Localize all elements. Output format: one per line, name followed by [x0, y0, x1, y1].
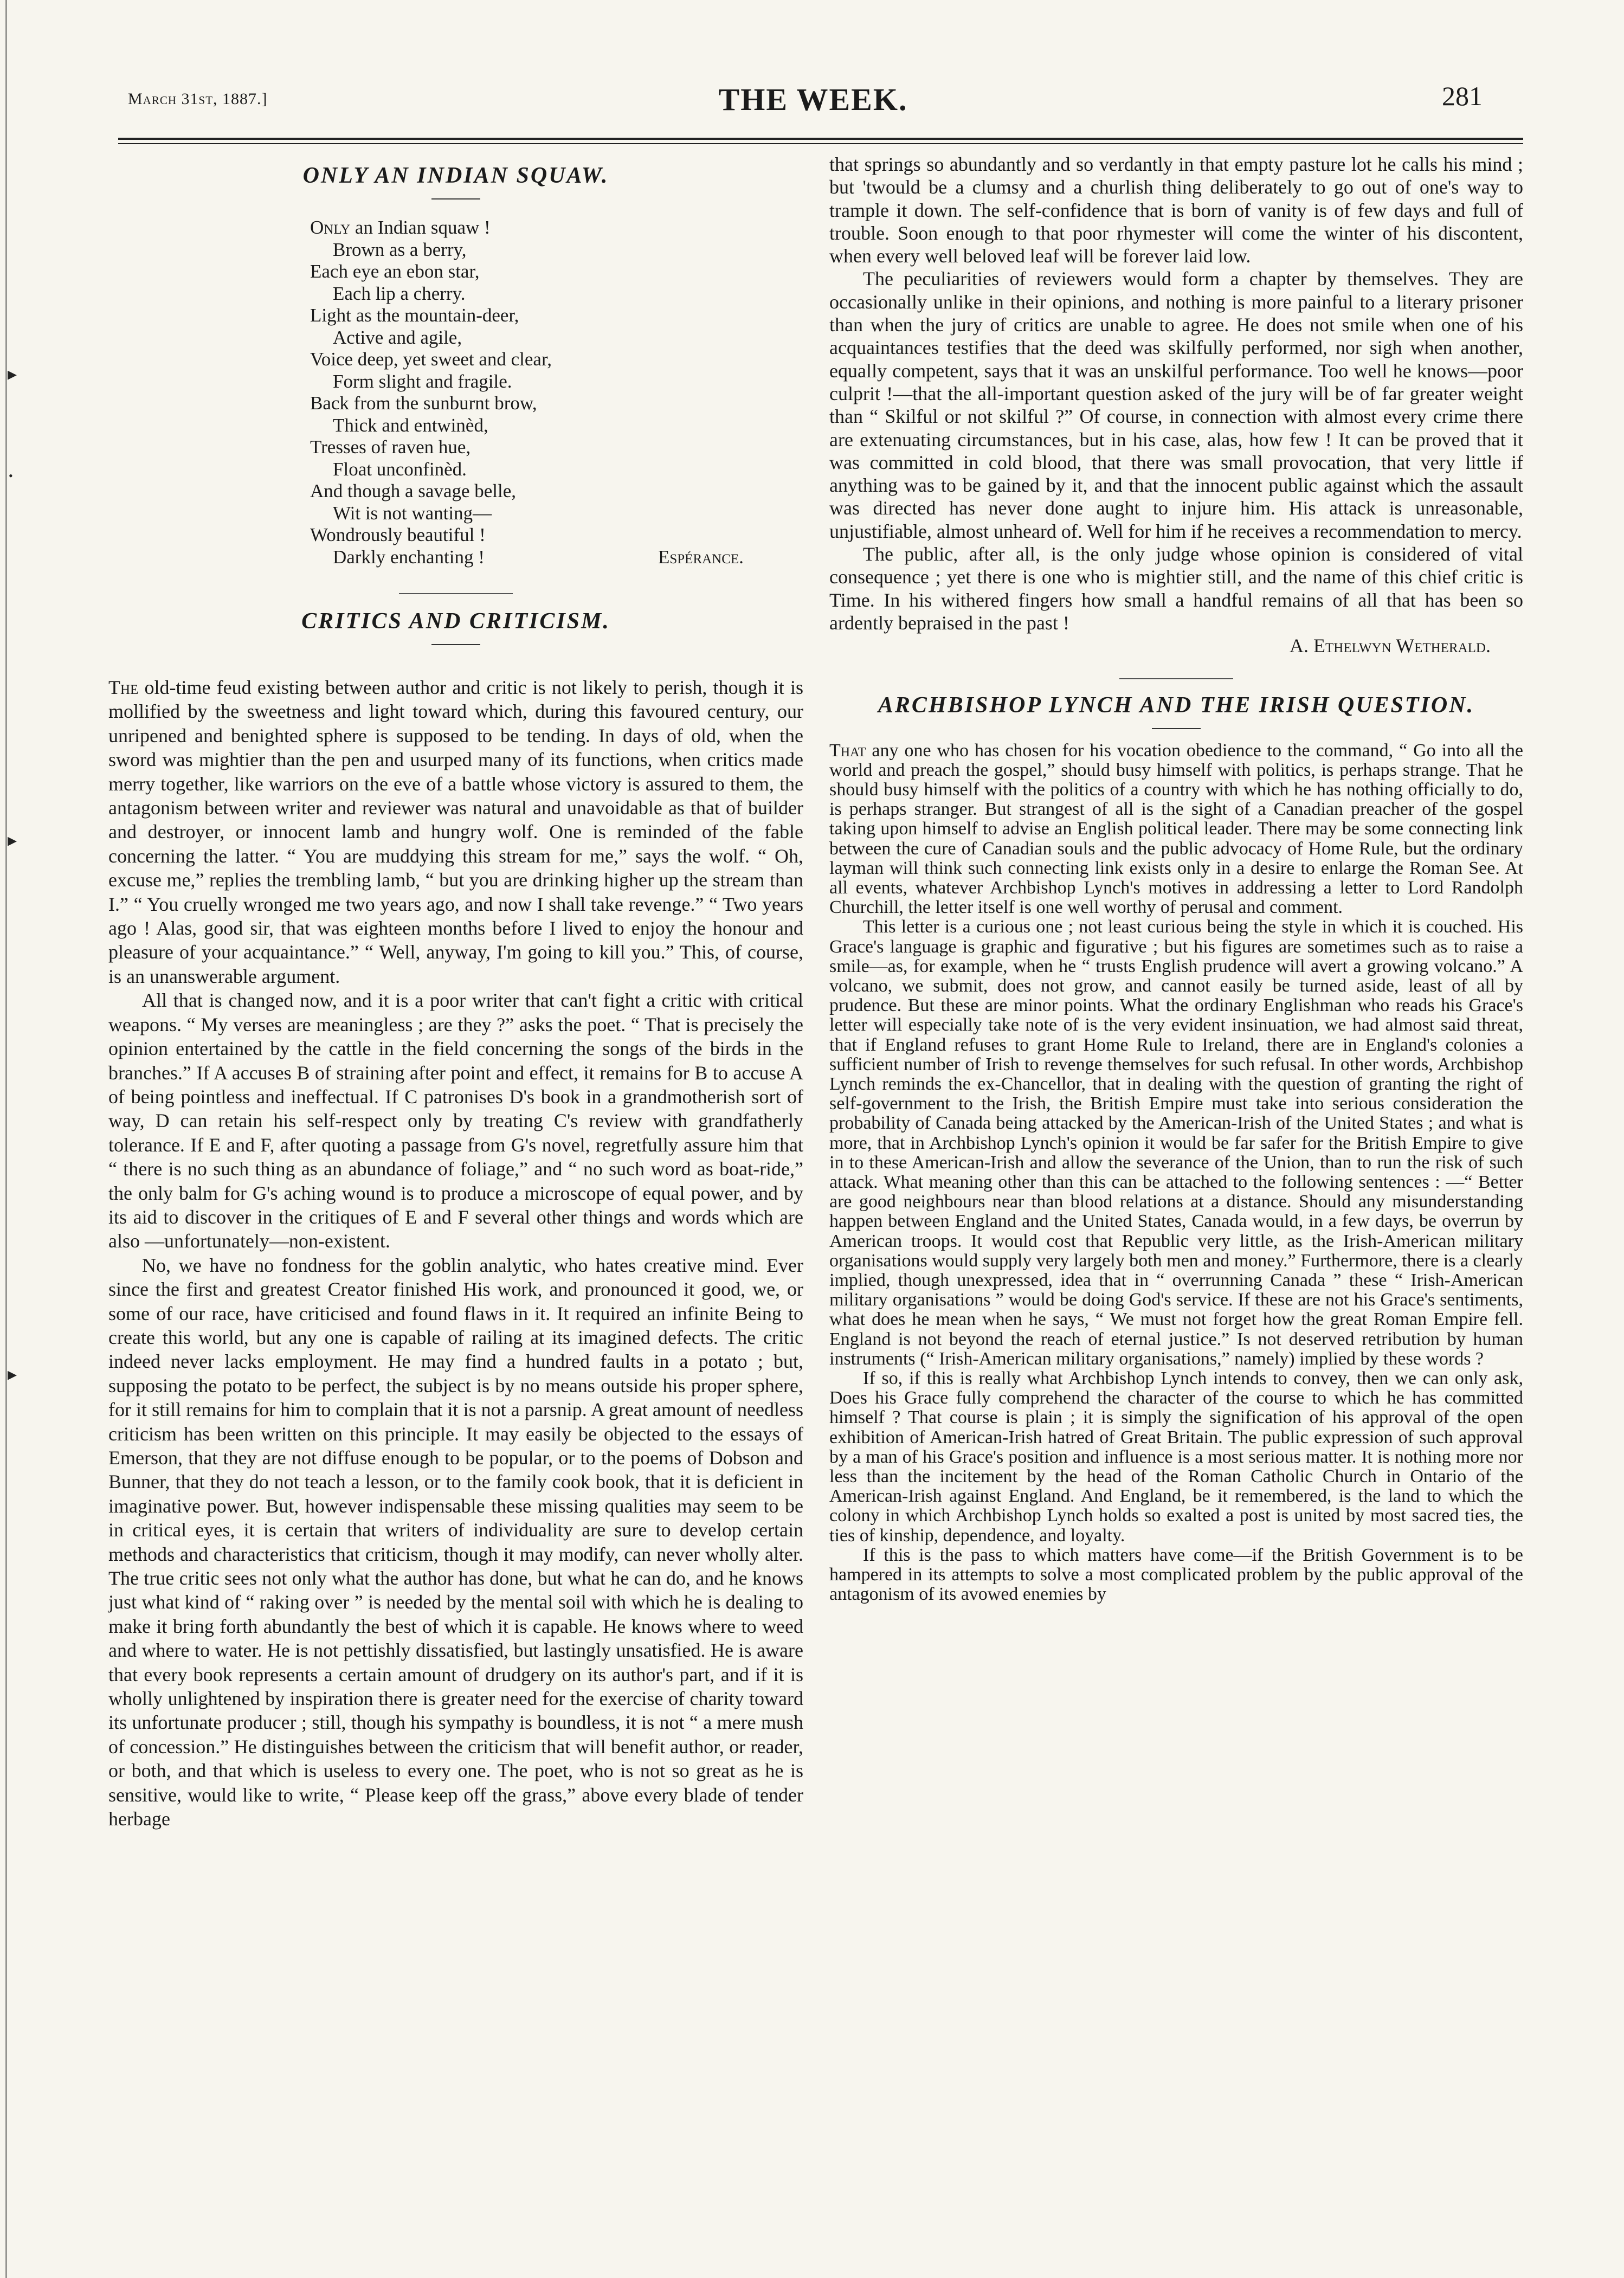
poem-line: Active and agile, [333, 326, 462, 348]
drop-word: That [829, 740, 866, 761]
paragraph-text: old-time feud existing between author and critic is not likely to perish, though it is mollified by the sweetness and light toward which, during this favoured century, our unripened and benighted sphere is supposed to be tending. In days of old, when the sword was mightier than the pen and usurped many of its functions, when critics made merry together, like warriors on the eve of a battle whose victory is assured to them, the antagonism between writer and reviewer was natural and unavoidable as that of builder and destroyer, or innocent lamb and hungry wolf. One is reminded of the fable concerning the latter. “ You are muddying this stream for me,” says the wolf. “ Oh, excuse me,” replies the trembling lamb, “ but you are drinking higher up the stream than I.” “ You cruelly wronged me two years ago, and now I shall take revenge.” “ Two years ago ! Alas, good sir, that was eighteen months before I lived to enjoy the honour and pleasure of your acquaintance.” “ Well, anyway, I'm going to kill you.” This, of course, is an unanswerable argument. [108, 677, 803, 987]
title-rule [1152, 728, 1201, 729]
poem-first-word: Only [310, 217, 351, 238]
paragraph: that springs so abundantly and so verdantly in that empty pasture lot he calls his mind ; but 'twould be a clumsy and a churlish thing deliberately to go out of one's way to trample it down. The self-confidence that is born of vanity is of few days and full of trouble. Soon enough to that poor rhymester will come the winter of his discontent, when every well beloved leaf will be forever laid low. [829, 153, 1523, 267]
section-separator [399, 593, 513, 594]
poem-line: Thick and entwinèd, [333, 414, 488, 436]
right-column [829, 153, 1523, 1604]
issue-date: March 31st, 1887.] [128, 90, 268, 108]
article-signature: A. Ethelwyn Wetherald. [1290, 635, 1491, 657]
margin-mark-arrow: ▸ [8, 1365, 17, 1385]
paragraph [829, 741, 1523, 918]
paragraph: If so, if this is really what Archbishop Lynch intends to convey, then we can only ask, Does his Grace fully comprehend the character of the course to which he has committed himself ? That course is plain ; it is simply the signification of his approval of the open exhibition of American-Irish hatred of Great Britain. The public expression of such approval by a man of his Grace's position and influence is a most serious matter. It is nothing more nor less than the incitement by the head of the Roman Catholic Church in Ontario of the American-Irish against England. And England, be it remembered, is the land to which the colony in which Archbishop Lynch holds so exalted a post is united by most sacred ties, the ties of kinship, dependence, and loyalty. [829, 1368, 1523, 1546]
paragraph: The public, after all, is the only judge whose opinion is considered of vital consequence ; yet there is one who is mightier still, and the name of this chief critic is Time. In his withered fingers how small a handful remains of all that has been so ardently bepraised in the past ! [829, 543, 1523, 634]
poem-line: Brown as a berry, [333, 239, 467, 260]
poem-line: Light as the mountain-deer, [310, 305, 519, 326]
margin-mark-arrow: ▸ [8, 364, 17, 384]
poem-line: Wondrously beautiful ! [310, 524, 486, 545]
paragraph: If this is the pass to which matters have come—if the British Government is to be hampered in its attempts to solve a most complicated problem by the public approval of the antagonism of its avowed enemies by [829, 1545, 1523, 1605]
poem-line: Back from the sunburnt brow, [310, 392, 537, 414]
paragraph: The peculiarities of reviewers would form a chapter by themselves. They are occasionally unlike in their opinions, and nothing is more painful to a literary prisoner than when the jury of critics are unable to agree. He does not smile when one of his acquaintances testifies that the deed was skilfully performed, nor sigh when another, equally competent, says that it was an unskilful performance. Too well he knows—poor culprit !—that the all-important question asked of the jury will be of far greater weight than “ Skilful or not skilful ?” Of course, in connection with almost every crime there are extenuating circumstances, but in his case, alas, how few ! It can be proved that it was committed in cold blood, that there was small provocation, that very little if anything was to be gained by it, and that the innocent public against which the assault was directed has never done aught to injure him. His attack is unreasonable, unjustifiable, almost unheard of. Well for him if he receives a recommendation to mercy. [829, 268, 1523, 542]
page-edge-line [5, 0, 7, 2278]
critics-continuation [829, 153, 1523, 658]
poem-line: And though a savage belle, [310, 480, 517, 501]
title-rule [431, 644, 480, 645]
section-separator [1119, 678, 1233, 679]
margin-mark-arrow: ▸ [8, 831, 17, 851]
poem-line: Form slight and fragile. [333, 370, 512, 392]
title-rule [431, 198, 480, 200]
poem-last-line: Darkly enchanting ! [333, 546, 485, 568]
poem-line: Float unconfinèd. [333, 458, 467, 480]
margin-mark-dot: • [9, 469, 13, 482]
critics-article-body [108, 675, 803, 1831]
paragraph: This letter is a curious one ; not least curious being the style in which it is couched. His Grace's language is graphic and figurative ; but his figures are sometimes such as to raise a smile—as, for example, when he “ trusts English prudence will avert a growing volcano.” A volcano, we submit, does not grow, and cannot easily be turned aside, least of all by prudence. But these are minor points. What the ordinary Englishman who reads his Grace's letter will especially take note of is the very evident insinuation, we had almost said threat, that if England refuses to grant Home Rule to Ireland, there are in England's colonies a sufficient number of Irish to revenge themselves for such refusal. In other words, Archbishop Lynch reminds the ex-Chancellor, that in dealing with the question of granting the right of self-government to the Irish, the British Empire must take into serious consideration the probability of Canada being attacked by the American-Irish of the United States ; and what is more, that in Archbishop Lynch's opinion it would be far safer for the British Empire to give in to these American-Irish and allow the severance of the Union, than to run the risk of such attack. What meaning other than this can be attached to the following sentences : —“ Better are good neighbours near than blood relations at a distance. Should any misunderstanding happen between England and the United States, Canada would, in a few days, be overrun by American troops. It would cost that Republic very little, as the Irish-American military organisations would supply very largely both men and money.” Furthermore, there is a clearly implied, though unexpressed, idea that in “ overrunning Canada ” these “ Irish-American military organisations ” would be doing God's service. If these are not his Grace's sentiments, what does he mean when he says, “ We must not forget how the great Roman Empire fell. England is not beyond the reach of eternal justice.” Is not deserved retribution by human instruments (“ Irish-American military organisations,” namely) implied by these words ? [829, 917, 1523, 1369]
poem-line: Wit is not wanting— [333, 502, 492, 524]
poem-body [310, 217, 874, 568]
article-title-lynch: ARCHBISHOP LYNCH AND THE IRISH QUESTION. [878, 692, 1475, 718]
page-number: 281 [1442, 81, 1483, 111]
masthead-title: THE WEEK. [718, 82, 908, 117]
left-column [108, 163, 803, 1831]
poem-line [310, 546, 874, 569]
paragraph: No, we have no fondness for the goblin analytic, who hates creative mind. Ever since the first and greatest Creator finished His work, and pronounced it good, we, or some of our race, have criticised and found flaws in it. It required an infinite Being to create this world, but any one is capable of railing at its imagined defects. The critic indeed never lacks employment. He may find a hundred faults in a potato ; but, supposing the potato to be perfect, the subject is by no means outside his proper sphere, for it still remains for him to complain that it is not a parsnip. A great amount of needless criticism has been written on this principle. It may easily be objected to the essays of Emerson, that they are not diffuse enough to be popular, or to the poems of Dobson and Bunner, that they do not teach a lesson, or to the family cook book, that it is deficient in imaginative power. But, however indispensable these missing qualities may seem to be in critical eyes, it is certain that writers of individuality are sure to develop certain methods and characteristics that criticism, though it may modify, can never wholly alter. The true critic sees not only what the author has done, but what he can do, and he knows just what kind of “ raking over ” is needed by the mental soil with which he is dealing to make it bring forth abundantly the best of which it is capable. He knows where to weed and where to water. He is not pettishly dissatisfied, but lastingly unsatisfied. He is aware that every book represents a certain amount of drudgery on its author's part, and if it is wholly unlightened by inspiration there is greater need for the exercise of charity toward its unfortunate producer ; still, though his sympathy is boundless, it is not “ a mere mush of concession.” He distinguishes between the criticism that will benefit author, or reader, or both, and that which is useless to every one. The poet, who is not so great as he is sensitive, would like to write, “ Please keep off the grass,” above every blade of tender herbage [108, 1254, 803, 1830]
poem-line: Each eye an ebon star, [310, 261, 480, 282]
header-rule-thin [118, 143, 1523, 144]
lynch-article-body [829, 741, 1523, 1605]
drop-word: The [108, 677, 139, 698]
paragraph [108, 675, 803, 988]
poem-line [310, 217, 874, 239]
header-rule [118, 138, 1523, 140]
poem-line: Tresses of raven hue, [310, 436, 471, 458]
poem-line: Each lip a cherry. [333, 282, 466, 304]
poem-line: Voice deep, yet sweet and clear, [310, 349, 552, 370]
poem-signature: Espérance. [658, 546, 744, 568]
paragraph: All that is changed now, and it is a poor writer that can't fight a critic with critical weapons. “ My verses are meaningless ; are they ?” asks the poet. “ That is precisely the opinion entertained by the cattle in the field concerning the songs of the birds in the branches.” If A accuses B of straining after point and effect, it remains for B to accuse A of being pointless and ineffectual. If C patronises D's book in a grandmotherish sort of way, D can retain his self-respect only by treating C's review with grandfatherly tolerance. If E and F, after quoting a passage from G's novel, regretfully assure him that “ there is no such thing as an abundance of foliage,” and “ no such word as boat-ride,” the only balm for G's aching wound is to produce a microscope of equal power, and by its aid to discover in the critiques of E and F several other things and words which are also —unfortunately—non-existent. [108, 989, 803, 1252]
article-title-critics: CRITICS AND CRITICISM. [301, 609, 610, 634]
paragraph-text: any one who has chosen for his vocation obedience to the command, “ Go into all the world and preach the gospel,” should busy himself with politics, is perhaps strange. That he should busy himself with the politics of a country with which he has nothing officially to do, is perhaps stranger. But strangest of all is the sight of a Canadian preacher of the gospel taking upon himself to advise an English political leader. There may be some connecting link between the cure of Canadian souls and the public advocacy of Home Rule, but the ordinary layman will think such connecting link exists only in a desire to enlarge the Roman See. At all events, whatever Archbishop Lynch's motives in addressing a letter to Lord Randolph Churchill, the letter itself is one well worthy of perusal and comment. [829, 740, 1523, 918]
poem-first-line: an Indian squaw ! [350, 217, 491, 238]
poem-title: ONLY AN INDIAN SQUAW. [302, 163, 609, 188]
